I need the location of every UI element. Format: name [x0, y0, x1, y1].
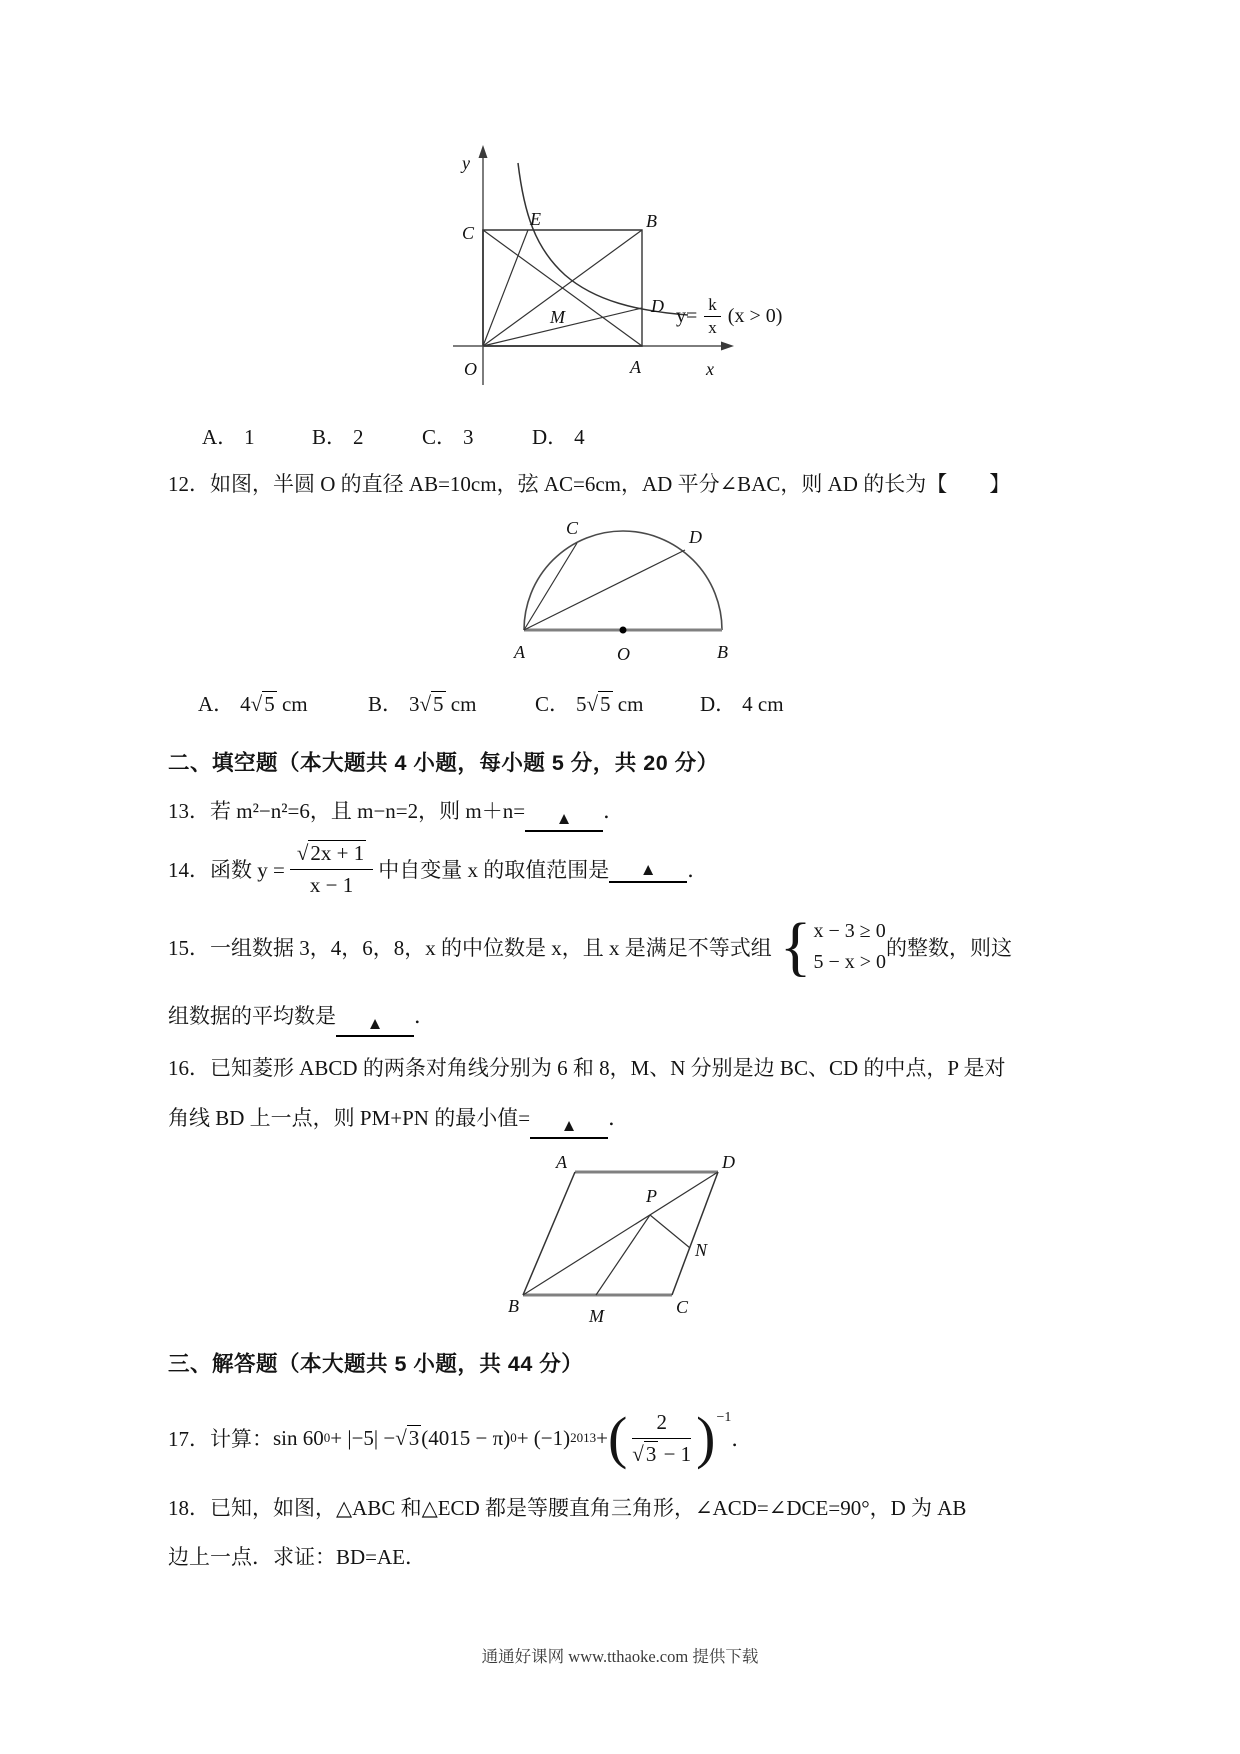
hyperbola-curve [518, 163, 688, 315]
q17-outer-exp: −1 [716, 1410, 732, 1425]
x-axis-arrow-icon [721, 342, 734, 351]
label-C: C [676, 1297, 689, 1317]
q11-figure [440, 133, 810, 395]
option-label: A． [202, 425, 239, 449]
q18-line1-text: 已知，如图，△ABC 和△ECD 都是等腰直角三角形，∠ACD=∠DCE=90°，D 为 AB [210, 1496, 967, 1520]
center-O-dot [620, 627, 627, 634]
option-value: 3 [463, 425, 474, 449]
inequality-1: x − 3 ≥ 0 [813, 920, 886, 942]
q11-option-a [202, 421, 255, 451]
q14-prefix: 函数 y = [210, 858, 285, 882]
q14-numerator [290, 840, 373, 870]
label-O: O [464, 359, 477, 379]
section-3-title: 三、解答题（本大题共 5 小题，共 44 分） [168, 1352, 584, 1376]
sqrt-icon: √ [586, 692, 599, 716]
q16-line2 [168, 1102, 629, 1139]
q17-number: 17． [168, 1427, 210, 1451]
q12-option-c [535, 688, 643, 718]
label-y: y [462, 153, 470, 173]
sqrt-icon: √ [395, 1425, 407, 1450]
curve-eq-fraction [704, 296, 721, 337]
label-C: C [566, 518, 579, 538]
radicand: 3 [645, 1442, 657, 1466]
curve-eq-denominator: x [708, 317, 717, 337]
q17-fraction [632, 1409, 691, 1468]
answer-blank [336, 1010, 414, 1037]
q12-option-a [198, 688, 308, 718]
radicand: 3 [408, 1425, 420, 1450]
option-coeff: 4 [240, 692, 251, 716]
label-x: x [706, 359, 714, 379]
option-unit: cm [450, 692, 477, 716]
option-label: B． [312, 425, 348, 449]
q14-suffix: 中自变量 x 的取值范围是 [378, 858, 610, 882]
radicand: 5 [600, 692, 611, 716]
option-label: B． [368, 692, 404, 716]
curve-eq-numerator: k [704, 296, 721, 317]
answer-blank [609, 856, 687, 883]
label-B: B [508, 1296, 519, 1316]
q11-option-c [422, 421, 474, 451]
triangle-marker: ▲ [639, 859, 657, 879]
label-A: A [556, 1152, 567, 1172]
q16-line1-text: 已知菱形 ABCD 的两条对角线分别为 6 和 8，M、N 分别是边 BC、CD 的中点，P 是对 [210, 1056, 1006, 1080]
option-coeff: 3 [409, 692, 420, 716]
inequality-system [813, 916, 886, 978]
q12-option-d [700, 688, 784, 718]
q16-line2-text: 角线 BD 上一点，则 PM+PN 的最小值= [168, 1106, 531, 1130]
answer-blank [525, 805, 603, 832]
side-DC [672, 1172, 718, 1295]
option-value: 4 cm [742, 692, 784, 716]
option-unit: cm [281, 692, 308, 716]
label-B: B [717, 642, 728, 662]
radicand: 5 [264, 692, 275, 716]
q15-number: 15． [168, 936, 210, 960]
option-value: 4 [574, 425, 585, 449]
q13-text [168, 795, 624, 832]
label-M: M [550, 307, 565, 327]
q17-neg1-exp: 2013 [570, 1430, 597, 1445]
q14-text [168, 832, 708, 906]
sqrt-icon: √ [419, 692, 432, 716]
q14-end: ． [687, 858, 709, 882]
q12-figure [470, 512, 785, 664]
label-A: A [514, 642, 525, 662]
q13-end: ． [603, 799, 625, 823]
segment-MP [596, 1215, 650, 1295]
q17-sin-term: sin 60 [273, 1425, 324, 1450]
q17-frac-denominator [632, 1439, 691, 1467]
page-footer: 通通好课网 www.tthaoke.com 提供下载 [481, 1647, 759, 1666]
sqrt-icon: √ [250, 692, 263, 716]
option-label: C． [535, 692, 571, 716]
q18-number: 18． [168, 1496, 210, 1520]
option-label: D． [532, 425, 569, 449]
q14-fraction [290, 840, 373, 899]
label-A: A [630, 357, 641, 377]
q15-end: ． [414, 1004, 435, 1028]
option-value: 1 [244, 425, 255, 449]
q17-text: 17． 计算： sin 60 0 + |−5| − √3 (4015 − π) 0 + (−1) 2013 + ( $\frac{2}{√3 - 1}$ ) $^{-1}$ ． [168, 1405, 753, 1470]
radicand: 2x + 1 [310, 840, 365, 865]
label-D: D [689, 527, 702, 547]
q17-sqrt3 [395, 1426, 421, 1451]
label-M: M [589, 1306, 604, 1326]
label-E: E [530, 209, 541, 229]
side-AB [523, 1172, 575, 1295]
q17-plus: + [596, 1425, 608, 1450]
q17-paren-term: (4015 − π) [421, 1425, 511, 1450]
q16-number: 16． [168, 1056, 210, 1080]
q17-paren-exp: 0 [510, 1430, 517, 1445]
q15-line2 [168, 1000, 435, 1037]
q17-frac-numerator: 2 [632, 1409, 691, 1439]
sqrt-icon: √ [296, 840, 309, 865]
q15-line1: 15． 一组数据 3，4，6，8，x 的中位数是 x，且 x 是满足不等式组 { x − 3 ≥ 0 5 − x > 0 的整数，则这 [168, 910, 1012, 983]
q13-stem: 若 m²−n²=6，且 m−n=2，则 m＋n= [210, 799, 526, 823]
q17-abs-term: + |−5| − [330, 1425, 396, 1450]
q11-option-d [532, 421, 585, 451]
q13-number: 13． [168, 799, 210, 823]
q12-option-b [368, 688, 476, 718]
triangle-marker: ▲ [366, 1014, 384, 1033]
label-O: O [617, 644, 630, 664]
q14-denominator: x − 1 [309, 873, 354, 897]
q12-text [168, 468, 1010, 498]
option-label: D． [700, 692, 737, 716]
q18-line1 [168, 1492, 966, 1522]
q11-curve-equation [676, 296, 782, 337]
answer-blank [530, 1112, 608, 1139]
option-unit: cm [617, 692, 644, 716]
curve-eq-condition: (x > 0) [727, 305, 783, 328]
label-P: P [646, 1186, 657, 1206]
q18-line2: 边上一点．求证：BD=AE． [168, 1545, 427, 1569]
option-coeff: 5 [576, 692, 587, 716]
option-value: 2 [353, 425, 364, 449]
label-B: B [646, 211, 657, 231]
option-label: C． [422, 425, 458, 449]
q15-prefix: 一组数据 3，4，6，8，x 的中位数是 x，且 x 是满足不等式组 [210, 936, 772, 960]
y-axis-arrow-icon [479, 145, 488, 158]
triangle-marker: ▲ [560, 1116, 578, 1135]
sqrt-icon: √ [632, 1442, 644, 1466]
q12-stem: 如图，半圆 O 的直径 AB=10cm，弦 AC=6cm，AD 平分∠BAC，则 AD 的长为【 】 [210, 472, 1011, 496]
curve-eq-prefix: y= [676, 305, 698, 328]
inequality-2: 5 − x > 0 [813, 951, 886, 973]
triangle-marker: ▲ [555, 809, 573, 828]
label-D: D [651, 296, 664, 316]
q17-neg1-term: + (−1) [516, 1425, 571, 1450]
section-2-title: 二、填空题（本大题共 4 小题，每小题 5 分，共 20 分） [168, 751, 719, 775]
q16-end: ． [608, 1106, 630, 1130]
label-N: N [695, 1240, 708, 1260]
q17-prefix: 计算： [210, 1427, 273, 1451]
label-D: D [722, 1152, 735, 1172]
q12-number: 12． [168, 472, 210, 496]
segment-OE [483, 230, 528, 346]
q17-frac-den-rest: − 1 [658, 1442, 692, 1466]
segment-PN [650, 1215, 690, 1248]
diagonal-BD [523, 1172, 718, 1295]
q16-figure [490, 1150, 750, 1332]
q14-number: 14． [168, 858, 210, 882]
label-C: C [462, 223, 475, 243]
q17-sin-exp: 0 [323, 1430, 331, 1445]
radicand: 5 [433, 692, 444, 716]
option-label: A． [198, 692, 235, 716]
q17-end: ． [731, 1427, 753, 1451]
q16-line1 [168, 1052, 1006, 1082]
q15-suffix: 的整数，则这 [886, 936, 1012, 960]
q11-option-b [312, 421, 364, 451]
q15-line2-text: 组数据的平均数是 [168, 1004, 336, 1028]
